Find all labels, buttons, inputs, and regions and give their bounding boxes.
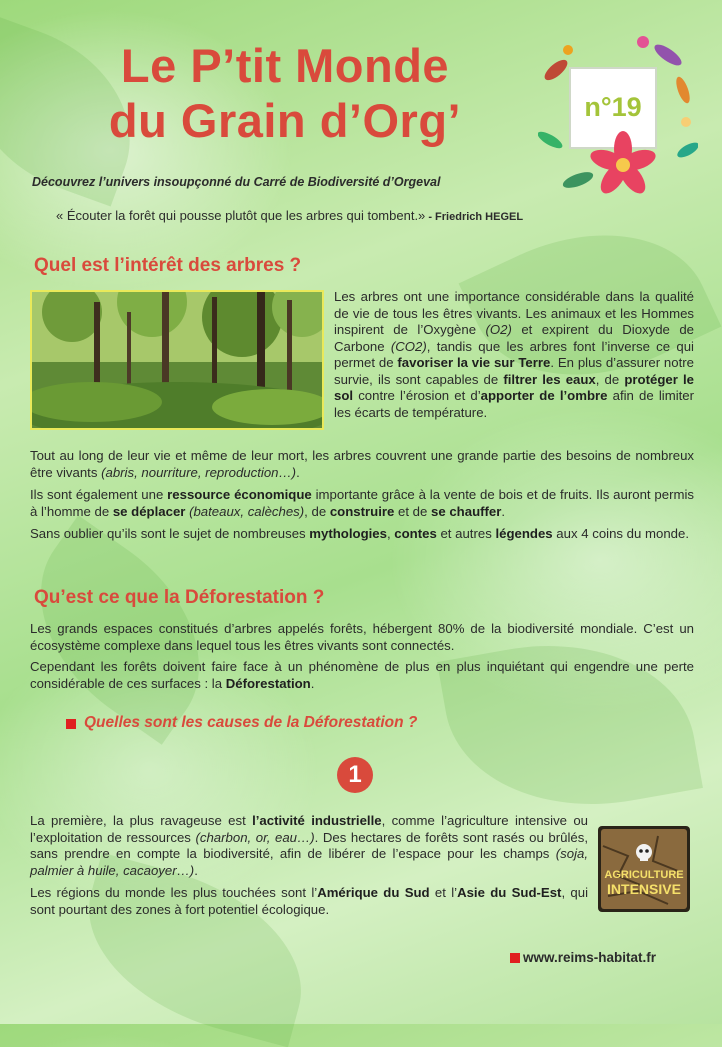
text-span: se déplacer — [112, 503, 186, 519]
text-span: Tout au long de leur vie et même de leur mort, les arbres couvrent une grande partie des besoins de nombreux être vivants — [30, 448, 694, 480]
text-span: Asie du Sud-Est — [457, 885, 562, 900]
sticker-text-line-1: AGRICULTURE — [604, 869, 684, 881]
text-span: (soja, palmier à huile, cacaoyer…) — [30, 846, 588, 878]
text-span: . Des hectares de forêts sont rasés ou brûlés, sans prendre en compte la biodiversité, afin de libérer de l’espace pour les champs — [30, 829, 588, 861]
subtitle: Découvrez l’univers insoupçonné du Carré de Biodiversité d’Orgeval — [32, 175, 441, 189]
text-span: (abris, nourriture, reproduction…) — [101, 464, 297, 480]
text-span: favoriser la vie sur Terre — [397, 355, 551, 370]
text-span: contes — [394, 526, 437, 541]
section-heading-deforestation: Qu’est ce que la Déforestation ? — [34, 587, 325, 608]
trees-paragraph-4 — [30, 526, 694, 543]
text-span: . — [194, 862, 198, 878]
text-span: (bateaux, calèches) — [185, 503, 305, 519]
text-span: Amérique du Sud — [317, 885, 430, 900]
section-heading-causes: Quelles sont les causes de la Déforestation ? — [84, 714, 418, 731]
deforestation-paragraph-1: Les grands espaces constitués d’arbres appelés forêts, hébergent 80% de la biodiversité mondiale. C’est un écosystème complexe dans lequel tous les êtres vivants sont connectés. — [30, 621, 694, 653]
footer-url-link[interactable]: www.reims-habitat.fr — [523, 950, 657, 965]
text-span: et de — [394, 503, 432, 519]
agriculture-intensive-sticker — [598, 826, 690, 912]
text-span: , — [386, 526, 395, 541]
text-span: Cependant les forêts doivent faire face à un phénomène de plus en plus inquiétant qui engendre une perte considérable de ces surfaces : la — [30, 659, 694, 691]
text-span: l’activité industrielle — [252, 813, 382, 828]
page-title — [60, 38, 510, 148]
text-span: et expirent du Dioxyde de Carbone — [334, 322, 694, 354]
text-span: importante grâce à la vente de bois et de fruits. Ils auront permis à l’homme de — [30, 487, 694, 519]
text-span: , qui sont pourtant des zones à fort potentiel écologique. — [30, 885, 589, 917]
text-span: se chauffer — [431, 503, 502, 519]
text-span: Sans oublier qu’ils sont le sujet de nombreuses — [30, 526, 310, 541]
title-line-2: du Grain d’Org’ — [108, 94, 462, 147]
text-span: contre l’érosion et d’ — [353, 388, 481, 403]
cause-number-badge: 1 — [337, 757, 373, 793]
text-span: , tandis que les arbres font l’inverse ce qui permet de — [334, 338, 694, 370]
text-span: Les régions du monde les plus touchées sont l’ — [30, 885, 318, 900]
forest-photo — [30, 290, 324, 430]
text-span: Les arbres ont une importance considérable dans la qualité de vie de tous les êtres vivants. Les animaux et les Hommes inspirent de l’Oxygène — [334, 289, 694, 337]
quote-text: « Écouter la forêt qui pousse plutôt que les arbres qui tombent.» — [56, 208, 426, 223]
text-span: aux 4 coins du monde. — [552, 526, 689, 541]
text-span: (O2) — [485, 322, 512, 337]
quote — [56, 208, 523, 223]
deforestation-paragraph-2 — [30, 659, 694, 692]
text-span: (charbon, or, eau…) — [195, 829, 315, 845]
causes-paragraph-2 — [30, 885, 588, 918]
title-line-1: Le P’tit Monde — [120, 39, 450, 92]
text-span: Déforestation — [225, 675, 311, 691]
bullet-square-icon — [66, 719, 76, 729]
trees-paragraph-2 — [30, 448, 694, 481]
section-heading-trees: Quel est l’intérêt des arbres ? — [34, 255, 302, 276]
forest-image-icon — [32, 292, 322, 428]
flower-wreath-icon — [538, 30, 698, 205]
text-span: et l’ — [429, 885, 458, 900]
text-span: mythologies — [309, 526, 387, 541]
text-span: . — [310, 675, 315, 691]
text-span: Ils sont également une — [30, 487, 168, 502]
quote-author: - Friedrich HEGEL — [425, 211, 524, 223]
text-span: filtrer les eaux — [503, 371, 596, 387]
text-span: . — [296, 464, 300, 480]
text-span: apporter de l’ombre — [480, 388, 608, 403]
text-span: ressource économique — [167, 487, 312, 502]
text-span: , de — [595, 371, 625, 387]
text-span: . En plus d’assurer notre survie, ils sont capables de — [334, 355, 694, 387]
text-span: . — [501, 503, 506, 519]
text-span: , comme l’agriculture intensive ou l’exploitation de ressources — [30, 813, 589, 845]
issue-number: n°19 — [584, 92, 642, 122]
text-span: construire — [329, 503, 395, 519]
text-span: protéger le sol — [334, 371, 694, 403]
trees-paragraph-1 — [334, 289, 694, 421]
text-span: afin de limiter les écarts de température. — [334, 388, 695, 420]
issue-badge — [538, 30, 698, 205]
text-span: La première, la plus ravageuse est — [30, 813, 253, 828]
text-span: , de — [304, 503, 330, 519]
causes-paragraph-1 — [30, 813, 588, 879]
agriculture-sticker-icon — [598, 826, 690, 912]
text-span: (CO2) — [390, 338, 427, 354]
leaf-decoration — [66, 853, 324, 1047]
trees-paragraph-3 — [30, 487, 694, 520]
text-span: et autres — [436, 526, 496, 541]
text-span: légendes — [495, 526, 553, 541]
sticker-text-line-2: INTENSIVE — [607, 881, 681, 897]
footer-square-icon — [510, 953, 520, 963]
